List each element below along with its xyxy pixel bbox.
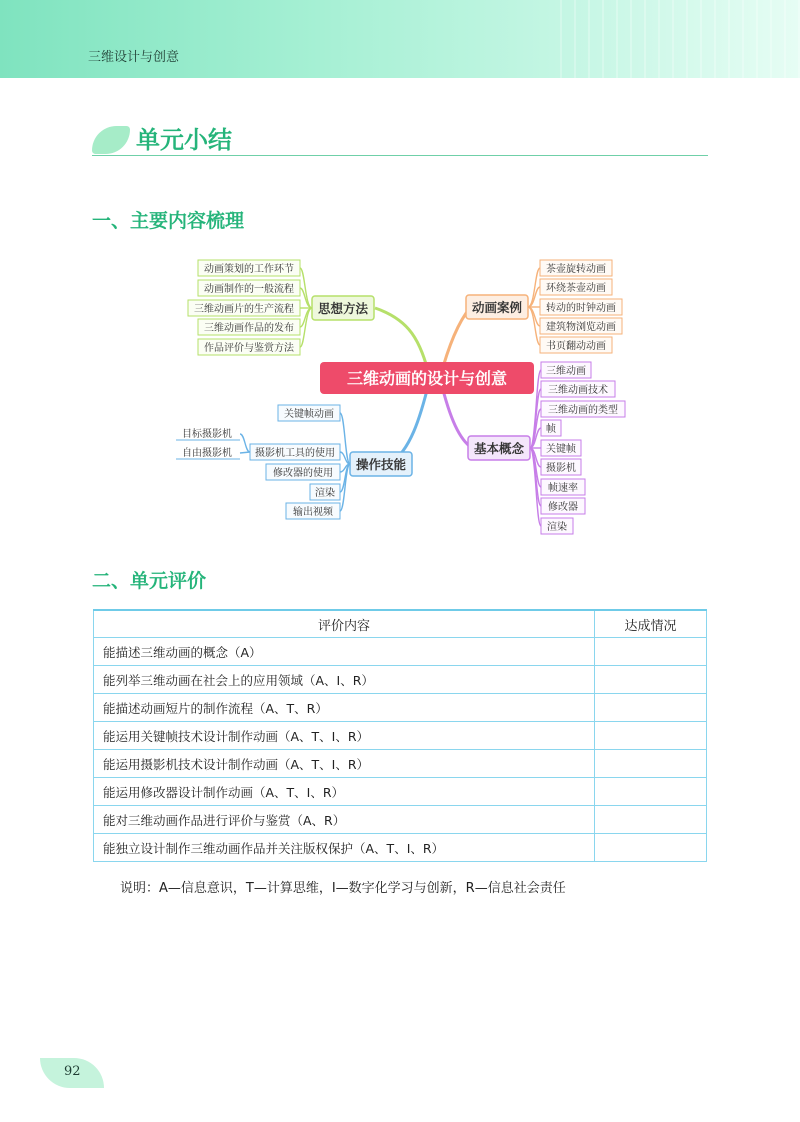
table-row [94,834,707,862]
skill-item: 渲染 [315,488,335,499]
status-cell[interactable] [595,834,707,862]
case-item: 转动的时钟动画 [546,303,616,314]
table-cell: 能独立设计制作三维动画作品并关注版权保护（A、T、I、R） [94,834,595,862]
table-cell: 能运用摄影机技术设计制作动画（A、T、I、R） [94,750,595,778]
camera-sub-item: 目标摄影机 [182,429,232,440]
table-row [94,666,707,694]
table-row [94,638,707,666]
thinking-item: 三维动画作品的发布 [204,323,294,334]
concept-item: 三维动画 [546,366,586,377]
concept-item: 帧 [546,424,556,435]
camera-sub-item: 自由摄影机 [182,448,232,459]
status-cell[interactable] [595,638,707,666]
section-title-evaluation: 二、单元评价 [92,570,207,592]
concept-item: 渲染 [547,522,567,533]
thinking-item: 动画策划的工作环节 [204,264,294,275]
concept-item: 摄影机 [546,463,576,474]
status-cell[interactable] [595,722,707,750]
status-cell[interactable] [595,750,707,778]
skill-item: 摄影机工具的使用 [255,448,335,459]
table-row [94,778,707,806]
status-cell[interactable] [595,694,707,722]
table-cell: 能运用关键帧技术设计制作动画（A、T、I、R） [94,722,595,750]
evaluation-table [93,609,707,862]
legend-note: 说明：A—信息意识，T—计算思维，I—数字化学习与创新，R—信息社会责任 [120,881,566,896]
branch-thinking: 思想方法 [317,301,369,316]
table-cell: 能运用修改器设计制作动画（A、T、I、R） [94,778,595,806]
case-item: 书页翻动动画 [546,341,606,352]
header-title: 三维设计与创意 [88,50,180,65]
skill-item: 修改器的使用 [273,468,333,479]
branch-concepts: 基本概念 [473,441,525,456]
concept-item: 三维动画技术 [548,385,608,396]
concept-item: 帧速率 [548,483,578,494]
case-item: 茶壶旋转动画 [546,264,606,275]
table-cell: 能对三维动画作品进行评价与鉴赏（A、R） [94,806,595,834]
skill-item: 输出视频 [293,507,333,518]
table-row [94,750,707,778]
table-header: 达成情况 [595,610,707,638]
thinking-item: 动画制作的一般流程 [204,284,294,295]
table-row [94,806,707,834]
mind-map [0,0,800,540]
skill-item: 关键帧动画 [284,409,334,420]
table-cell: 能列举三维动画在社会上的应用领域（A、I、R） [94,666,595,694]
thinking-item: 作品评价与鉴赏方法 [204,343,294,354]
branch-cases: 动画案例 [471,300,523,315]
concept-item: 修改器 [548,502,578,513]
branch-skills: 操作技能 [355,457,407,472]
status-cell[interactable] [595,666,707,694]
concept-item: 三维动画的类型 [548,405,618,416]
page-number: 92 [64,1064,81,1079]
section-title-content: 一、主要内容梳理 [92,210,245,232]
case-item: 建筑物浏览动画 [546,322,616,333]
table-row [94,722,707,750]
mindmap-center: 三维动画的设计与创意 [346,369,508,388]
concept-item: 关键帧 [546,444,576,455]
status-cell[interactable] [595,806,707,834]
unit-title: 单元小结 [136,126,232,154]
table-row [94,694,707,722]
table-header-row [94,610,707,638]
thinking-item: 三维动画片的生产流程 [194,304,294,315]
table-cell: 能描述动画短片的制作流程（A、T、R） [94,694,595,722]
table-header: 评价内容 [94,610,595,638]
case-item: 环绕茶壶动画 [546,283,606,294]
status-cell[interactable] [595,778,707,806]
table-cell: 能描述三维动画的概念（A） [94,638,595,666]
